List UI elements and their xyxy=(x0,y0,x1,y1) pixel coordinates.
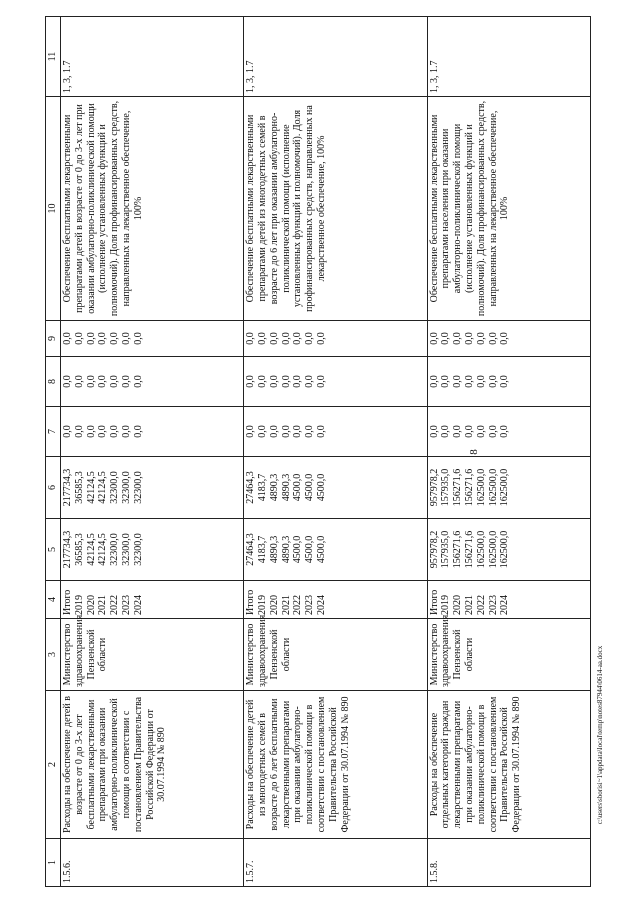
value-cell: 0,0 xyxy=(132,375,144,388)
value-cell: 162500,0 xyxy=(475,530,487,569)
value-cell: 0,0 xyxy=(120,425,132,438)
table-row xyxy=(427,17,590,887)
row-col5 xyxy=(427,519,590,581)
value-cell: 4500,0 xyxy=(304,535,316,564)
row-description: Расходы на обеспечение отдельных категорий граждан лекарственными препаратами при оказании амбулаторно-поликлинической помощи в соответствии с постановлением Правительства Российской Федерации от 30.07.1994 № 890 xyxy=(427,691,590,839)
row-col11: 1, 3, 1.7 xyxy=(244,17,427,97)
value-cell: 32300,0 xyxy=(109,471,121,504)
row-id: 1.5.7. xyxy=(244,839,427,887)
value-cell: 0,0 xyxy=(62,375,73,388)
value-cell: 0,0 xyxy=(475,332,487,345)
year-cell: 2021 xyxy=(463,595,475,615)
row-col9 xyxy=(244,321,427,357)
value-cell: 0,0 xyxy=(120,332,132,345)
value-cell: 0,0 xyxy=(452,375,464,388)
value-cell: 0,0 xyxy=(257,425,269,438)
value-cell: 0,0 xyxy=(109,375,121,388)
file-path-footer: c:\users\sborisi~1\appdata\local\temp\notes87944\0614-aa.docx xyxy=(596,645,604,825)
row-description: Расходы на обеспечение детей в возрасте от 0 до 3-х лет бесплатными лекарственными препаратами при оказании амбулаторно-поликлинической помощи в соответствии с постановлением Правительства Российской Федерации от 30.07.1994 № 890 xyxy=(61,691,244,839)
row-col9 xyxy=(61,321,244,357)
value-cell: 0,0 xyxy=(304,425,316,438)
rotated-page xyxy=(45,17,591,887)
year-cell: 2023 xyxy=(304,595,316,615)
row-col11: 1, 3, 1.7 xyxy=(61,17,244,97)
value-cell: 157935,0 xyxy=(440,530,452,569)
value-cell: 0,0 xyxy=(304,332,316,345)
value-cell: 0,0 xyxy=(499,375,511,388)
row-col8 xyxy=(427,357,590,407)
value-cell: 32300,0 xyxy=(132,533,144,566)
table-row xyxy=(61,17,244,887)
page-number: 8 xyxy=(468,449,480,455)
year-cell: 2022 xyxy=(292,595,304,615)
value-cell: 0,0 xyxy=(292,332,304,345)
value-cell: 32300,0 xyxy=(132,471,144,504)
row-years xyxy=(61,581,244,619)
value-cell: 32300,0 xyxy=(120,533,132,566)
column-header: 2 xyxy=(46,691,61,839)
row-indicator: Обеспечение бесплатными лекарственными препаратами детей из многодетных семей в возрасте до 6 лет при оказании амбулаторно-поликлинической помощи (исполнение установленных функций и полномочий). Доля профинансированных средств, направленных на лекарственное обеспечение, 100% xyxy=(244,97,427,321)
row-id: 1.5.8. xyxy=(427,839,590,887)
value-cell: 0,0 xyxy=(73,375,85,388)
value-cell: 0,0 xyxy=(428,332,440,345)
value-cell: 4890,3 xyxy=(268,535,280,564)
year-cell: 2020 xyxy=(268,595,280,615)
value-cell: 0,0 xyxy=(257,332,269,345)
value-cell: 0,0 xyxy=(73,332,85,345)
value-cell: 162500,0 xyxy=(499,530,511,569)
row-col5 xyxy=(61,519,244,581)
column-header: 4 xyxy=(46,581,61,619)
value-cell: 0,0 xyxy=(316,332,328,345)
year-cell: 2021 xyxy=(97,595,109,615)
value-cell: 0,0 xyxy=(85,332,97,345)
budget-table xyxy=(45,16,591,887)
value-cell: 0,0 xyxy=(428,375,440,388)
value-cell: 42124,5 xyxy=(85,533,97,566)
row-executor: Министерство здравоохранения Пензенской области xyxy=(427,619,590,691)
value-cell: 36585,3 xyxy=(73,533,85,566)
value-cell: 0,0 xyxy=(280,375,292,388)
value-cell: 42124,5 xyxy=(85,471,97,504)
value-cell: 0,0 xyxy=(475,375,487,388)
value-cell: 42124,5 xyxy=(97,471,109,504)
value-cell: 0,0 xyxy=(316,375,328,388)
year-cell: 2024 xyxy=(132,595,144,615)
value-cell: 0,0 xyxy=(487,332,499,345)
year-cell: 2024 xyxy=(499,595,511,615)
value-cell: 0,0 xyxy=(440,375,452,388)
value-cell: 4890,3 xyxy=(280,473,292,502)
row-col6 xyxy=(427,457,590,519)
year-cell: 2023 xyxy=(487,595,499,615)
value-cell: 0,0 xyxy=(463,425,475,438)
value-cell: 0,0 xyxy=(316,425,328,438)
year-cell: 2021 xyxy=(280,595,292,615)
value-cell: 27464,3 xyxy=(245,471,257,504)
year-cell: 2019 xyxy=(257,595,269,615)
year-cell: Итого xyxy=(245,589,257,615)
row-years xyxy=(427,581,590,619)
row-col9 xyxy=(427,321,590,357)
row-indicator: Обеспечение бесплатными лекарственными препаратами населения при оказании амбулаторно-поликлинической помощи (исполнение установленных функций и полномочий). Доля профинансированных средств, направленных на лекарственное обеспечение, 100% xyxy=(427,97,590,321)
row-col7 xyxy=(61,407,244,457)
row-col5 xyxy=(244,519,427,581)
value-cell: 0,0 xyxy=(487,425,499,438)
value-cell: 4890,3 xyxy=(280,535,292,564)
row-years xyxy=(244,581,427,619)
value-cell: 162500,0 xyxy=(487,468,499,507)
value-cell: 32300,0 xyxy=(109,533,121,566)
value-cell: 0,0 xyxy=(280,332,292,345)
value-cell: 0,0 xyxy=(499,332,511,345)
year-cell: 2019 xyxy=(440,595,452,615)
value-cell: 156271,6 xyxy=(463,530,475,569)
value-cell: 0,0 xyxy=(97,375,109,388)
year-cell: 2020 xyxy=(452,595,464,615)
value-cell: 0,0 xyxy=(440,425,452,438)
value-cell: 0,0 xyxy=(62,425,73,438)
column-header: 7 xyxy=(46,407,61,457)
value-cell: 0,0 xyxy=(292,425,304,438)
year-cell: 2024 xyxy=(316,595,328,615)
value-cell: 0,0 xyxy=(268,375,280,388)
value-cell: 0,0 xyxy=(85,375,97,388)
value-cell: 0,0 xyxy=(268,332,280,345)
column-header: 5 xyxy=(46,519,61,581)
value-cell: 0,0 xyxy=(97,425,109,438)
value-cell: 156271,6 xyxy=(452,468,464,507)
value-cell: 162500,0 xyxy=(487,530,499,569)
year-cell: Итого xyxy=(62,589,73,615)
value-cell: 27464,3 xyxy=(245,533,257,566)
column-header: 11 xyxy=(46,17,61,97)
row-col11: 1, 3, 1.7 xyxy=(427,17,590,97)
value-cell: 217734,3 xyxy=(62,530,73,569)
value-cell: 0,0 xyxy=(463,332,475,345)
column-header: 1 xyxy=(46,839,61,887)
value-cell: 0,0 xyxy=(85,425,97,438)
row-col7 xyxy=(427,407,590,457)
column-header: 9 xyxy=(46,321,61,357)
row-description: Расходы на обеспечение детей из многодетных семей в возрасте до 6 лет бесплатными лекарственными препаратами при оказании амбулаторно-поликлинической помощи в соответствии с постановлением Правительства Российской Федерации от 30.07.1994 № 890 xyxy=(244,691,427,839)
year-cell: 2022 xyxy=(475,595,487,615)
value-cell: 0,0 xyxy=(245,375,257,388)
row-col7 xyxy=(244,407,427,457)
year-cell: Итого xyxy=(428,589,440,615)
row-id: 1.5.6. xyxy=(61,839,244,887)
year-cell: 2023 xyxy=(120,595,132,615)
value-cell: 4500,0 xyxy=(292,473,304,502)
row-indicator: Обеспечение бесплатными лекарственными препаратами детей в возрасте от 0 до 3-х лет при оказании амбулаторно-поликлинической помощи (исполнение установленных функций и полномочий). Доля профинансированных средств, направленных на лекарственное обеспечение, 100% xyxy=(61,97,244,321)
value-cell: 0,0 xyxy=(245,425,257,438)
column-header: 10 xyxy=(46,97,61,321)
column-header: 3 xyxy=(46,619,61,691)
value-cell: 0,0 xyxy=(73,425,85,438)
value-cell: 162500,0 xyxy=(475,468,487,507)
value-cell: 0,0 xyxy=(487,375,499,388)
row-col8 xyxy=(61,357,244,407)
column-number-row xyxy=(46,17,61,887)
row-executor: Министерство здравоохранения Пензенской области xyxy=(244,619,427,691)
year-cell: 2019 xyxy=(73,595,85,615)
row-col6 xyxy=(244,457,427,519)
value-cell: 0,0 xyxy=(280,425,292,438)
value-cell: 156271,6 xyxy=(463,468,475,507)
value-cell: 4183,7 xyxy=(257,473,269,502)
value-cell: 0,0 xyxy=(428,425,440,438)
value-cell: 4500,0 xyxy=(292,535,304,564)
value-cell: 0,0 xyxy=(245,332,257,345)
value-cell: 32300,0 xyxy=(120,471,132,504)
value-cell: 0,0 xyxy=(452,425,464,438)
value-cell: 217734,3 xyxy=(62,468,73,507)
value-cell: 0,0 xyxy=(132,425,144,438)
value-cell: 0,0 xyxy=(132,332,144,345)
value-cell: 36585,3 xyxy=(73,471,85,504)
value-cell: 4183,7 xyxy=(257,535,269,564)
value-cell: 4500,0 xyxy=(316,535,328,564)
table-row xyxy=(244,17,427,887)
value-cell: 957978,2 xyxy=(428,468,440,507)
value-cell: 4890,3 xyxy=(268,473,280,502)
value-cell: 156271,6 xyxy=(452,530,464,569)
value-cell: 0,0 xyxy=(257,375,269,388)
value-cell: 0,0 xyxy=(97,332,109,345)
value-cell: 42124,5 xyxy=(97,533,109,566)
value-cell: 0,0 xyxy=(62,332,73,345)
value-cell: 4500,0 xyxy=(316,473,328,502)
value-cell: 0,0 xyxy=(499,425,511,438)
value-cell: 957978,2 xyxy=(428,530,440,569)
column-header: 8 xyxy=(46,357,61,407)
column-header: 6 xyxy=(46,457,61,519)
value-cell: 0,0 xyxy=(452,332,464,345)
value-cell: 0,0 xyxy=(120,375,132,388)
row-col6 xyxy=(61,457,244,519)
year-cell: 2022 xyxy=(109,595,121,615)
value-cell: 0,0 xyxy=(292,375,304,388)
value-cell: 0,0 xyxy=(463,375,475,388)
value-cell: 0,0 xyxy=(304,375,316,388)
year-cell: 2020 xyxy=(85,595,97,615)
row-executor: Министерство здравоохранения Пензенской области xyxy=(61,619,244,691)
value-cell: 0,0 xyxy=(475,425,487,438)
value-cell: 4500,0 xyxy=(304,473,316,502)
value-cell: 0,0 xyxy=(268,425,280,438)
value-cell: 162500,0 xyxy=(499,468,511,507)
value-cell: 157935,0 xyxy=(440,468,452,507)
value-cell: 0,0 xyxy=(440,332,452,345)
row-col8 xyxy=(244,357,427,407)
value-cell: 0,0 xyxy=(109,332,121,345)
value-cell: 0,0 xyxy=(109,425,121,438)
